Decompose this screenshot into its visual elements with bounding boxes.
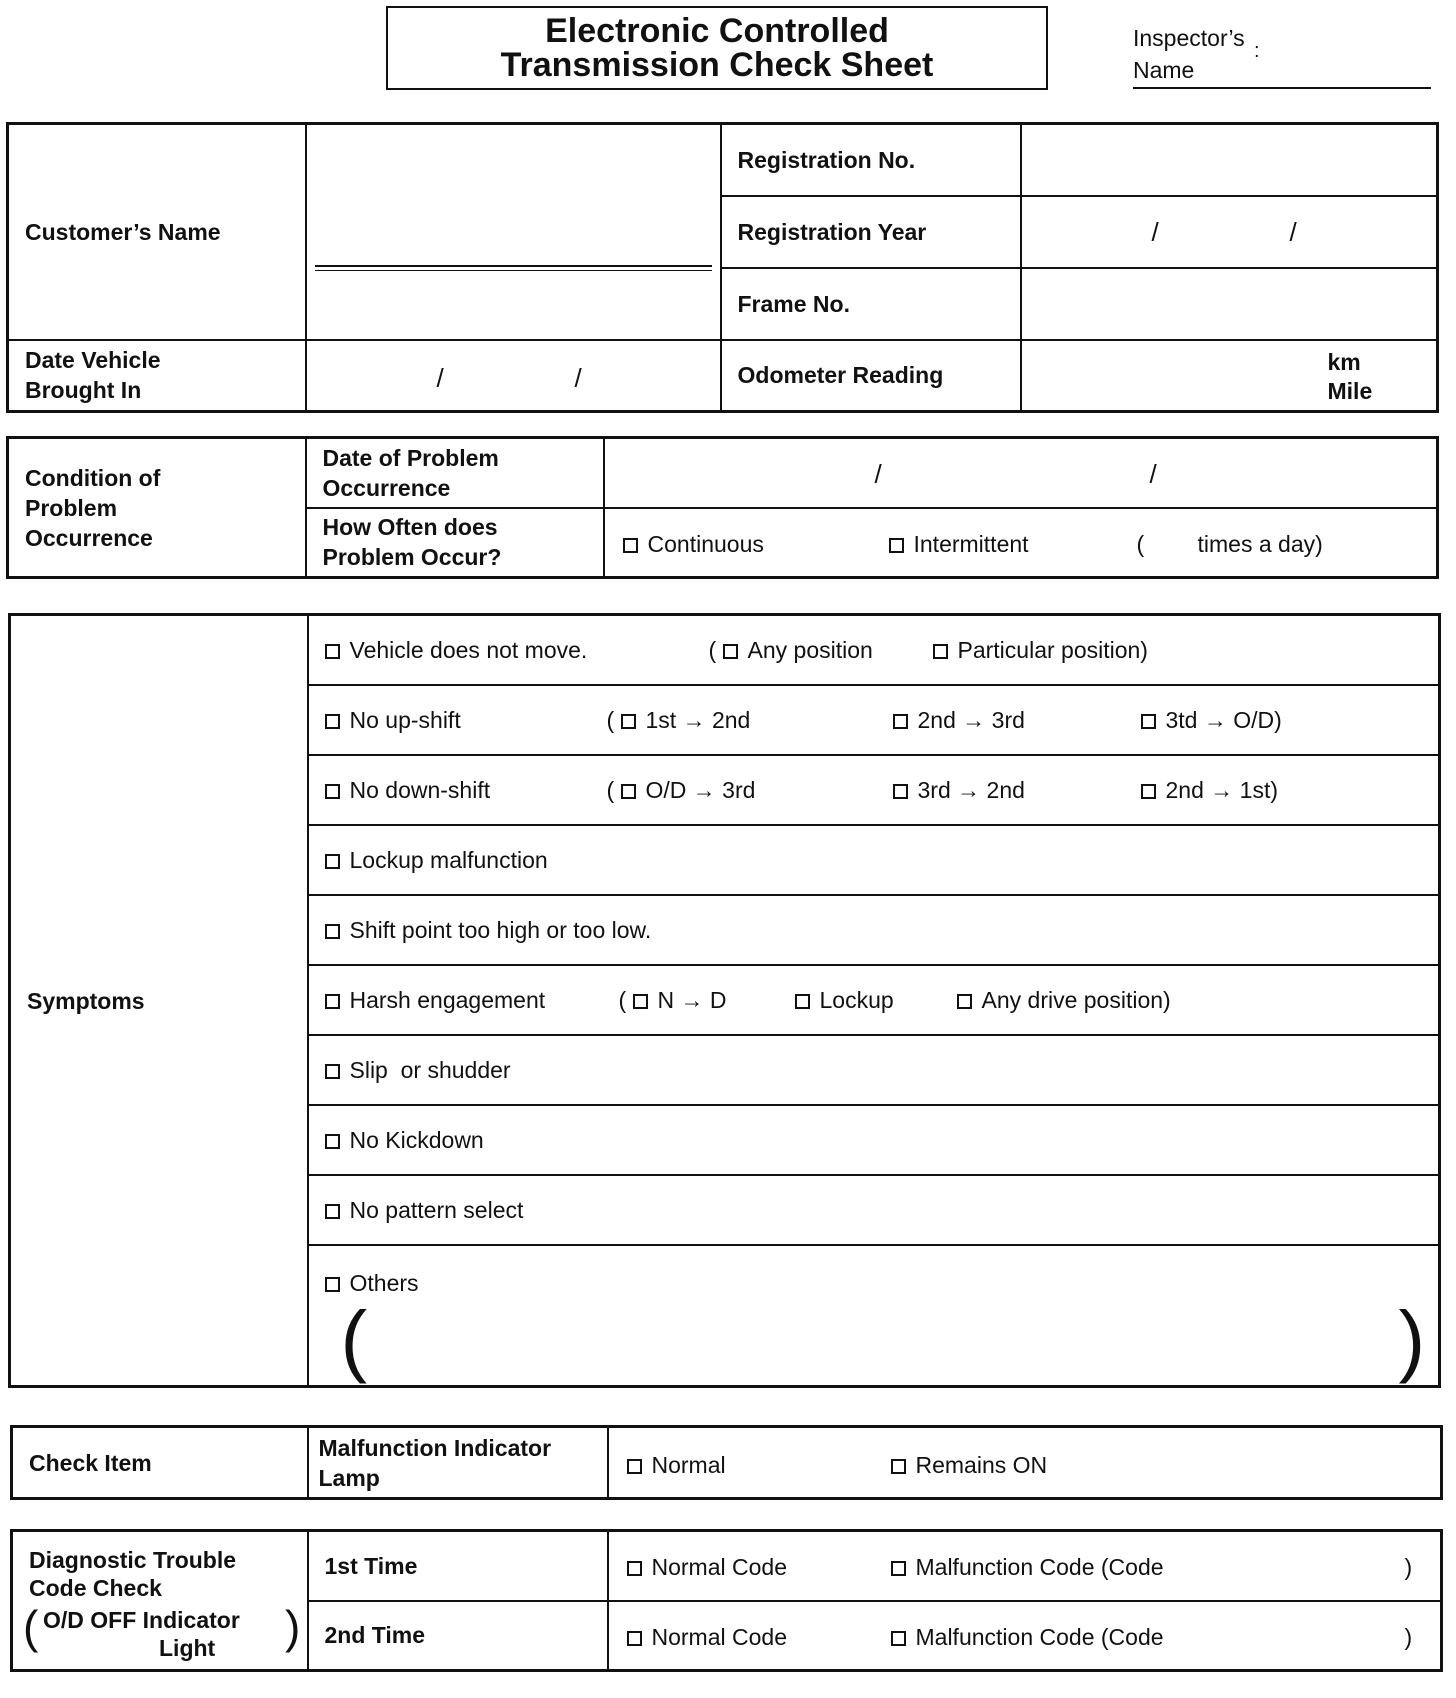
times-a-day-label: times a day): [1197, 530, 1323, 557]
mil-remains-on-checkbox[interactable]: [891, 1450, 1048, 1480]
no-pattern-select-checkbox[interactable]: [325, 1195, 524, 1225]
date-separator: /: [1289, 216, 1297, 247]
mil-options: [608, 1427, 1442, 1499]
check-item-label: Check Item: [12, 1427, 308, 1499]
registration-year-field[interactable]: [1021, 196, 1438, 268]
slip-shudder-checkbox[interactable]: [325, 1055, 511, 1085]
problem-frequency-label-line-1: How Often does: [322, 514, 498, 541]
vehicle-info-table: [6, 122, 1439, 413]
option-label: Any drive position): [981, 986, 1171, 1013]
date-separator: /: [874, 459, 882, 489]
second-code-close-paren: ): [1404, 1623, 1413, 1650]
date-separator: /: [436, 362, 444, 393]
date-separator: /: [1151, 216, 1159, 247]
customer-name-field[interactable]: [306, 124, 721, 340]
option-label: Malfunction Code (Code: [915, 1554, 1164, 1580]
frame-no-label: Frame No.: [721, 268, 1021, 340]
symptom-row-lockup: [308, 825, 1440, 895]
times-open-paren: (: [1136, 530, 1145, 557]
customer-name-label: Customer’s Name: [8, 124, 306, 340]
date-of-problem-label-line-2: Occurrence: [322, 474, 451, 501]
symptom-row-no-upshift: [308, 685, 1440, 755]
dtc-label-line-1: Diagnostic Trouble: [29, 1547, 237, 1573]
option-label: Normal Code: [651, 1554, 787, 1580]
no-upshift-checkbox[interactable]: [325, 705, 461, 735]
registration-no-label: Registration No.: [721, 124, 1021, 196]
frame-no-field[interactable]: [1021, 268, 1438, 340]
unit-mile: Mile: [1327, 377, 1373, 404]
dtc-label-line-4: Light: [159, 1635, 216, 1661]
condition-label-line-2: Problem: [25, 494, 118, 521]
unit-km: km: [1327, 348, 1361, 375]
inspector-label-line-1: Inspector’s: [1133, 25, 1245, 51]
harsh-engagement-checkbox[interactable]: [325, 985, 546, 1015]
symptom-label: Others: [349, 1269, 419, 1296]
shift-point-checkbox[interactable]: [325, 915, 652, 945]
inspector-label-line-2: Name: [1133, 57, 1195, 83]
dtc-label: [12, 1531, 308, 1671]
date-separator: /: [1149, 459, 1157, 489]
no-kickdown-checkbox[interactable]: [325, 1125, 484, 1155]
odometer-field[interactable]: [1021, 340, 1438, 412]
harsh-n-d-checkbox[interactable]: [633, 985, 727, 1015]
first-malfunction-code-checkbox[interactable]: [891, 1552, 1164, 1582]
downshift-2nd-1st-checkbox[interactable]: [1141, 775, 1279, 805]
mil-normal-checkbox[interactable]: [627, 1450, 726, 1480]
option-label: Particular position): [957, 636, 1148, 663]
upshift-1st-2nd-checkbox[interactable]: [621, 705, 751, 735]
any-position-checkbox[interactable]: [723, 635, 873, 665]
condition-label-line-1: Condition of: [25, 464, 161, 491]
problem-frequency-label: [306, 508, 604, 578]
harsh-lockup-checkbox[interactable]: [795, 985, 894, 1015]
problem-frequency-label-line-2: Problem Occur?: [322, 544, 502, 571]
condition-label: [8, 438, 306, 578]
others-open-paren: (: [340, 1294, 368, 1384]
dtc-table: [10, 1529, 1443, 1672]
no-downshift-checkbox[interactable]: [325, 775, 491, 805]
symptom-label: No down-shift: [349, 776, 491, 803]
upshift-3rd-od-checkbox[interactable]: [1141, 705, 1282, 735]
option-label: Any position: [747, 636, 873, 663]
others-close-paren: ): [1398, 1294, 1426, 1384]
open-paren: (: [606, 776, 615, 803]
symptom-row-no-move: [308, 615, 1440, 685]
first-normal-code-checkbox[interactable]: [627, 1552, 788, 1582]
no-move-checkbox[interactable]: [325, 635, 588, 665]
open-paren: (: [618, 986, 627, 1013]
date-brought-in-label-line-2: Brought In: [25, 377, 142, 404]
particular-position-checkbox[interactable]: [933, 635, 1148, 665]
date-of-problem-label: [306, 438, 604, 508]
condition-label-line-3: Occurrence: [25, 524, 153, 551]
symptom-label: Harsh engagement: [349, 986, 546, 1013]
page-title: [386, 6, 1048, 90]
dtc-second-time-options: [608, 1601, 1442, 1671]
registration-no-field[interactable]: [1021, 124, 1438, 196]
intermittent-checkbox[interactable]: [889, 529, 1029, 559]
option-label: N → D: [657, 986, 727, 1013]
others-details-field[interactable]: [369, 1306, 1379, 1376]
others-checkbox[interactable]: [325, 1268, 419, 1298]
dtc-paren-close: ): [285, 1601, 301, 1653]
option-label: Lockup: [819, 986, 894, 1013]
symptom-row-shift-point: [308, 895, 1440, 965]
option-label: Normal Code: [651, 1623, 787, 1650]
dtc-label-line-2: Code Check: [29, 1575, 162, 1601]
lockup-malfunction-checkbox[interactable]: [325, 845, 548, 875]
option-label: 1st → 2nd: [645, 706, 751, 733]
symptom-label: No pattern select: [349, 1196, 524, 1223]
symptom-label: Lockup malfunction: [349, 846, 548, 873]
continuous-label: Continuous: [647, 530, 764, 557]
symptom-row-kickdown: [308, 1105, 1440, 1175]
symptom-label: Vehicle does not move.: [349, 636, 588, 663]
date-brought-in-field[interactable]: [306, 340, 721, 412]
inspector-name-label: [1133, 22, 1245, 86]
symptom-label: Shift point too high or too low.: [349, 916, 652, 943]
downshift-3rd-2nd-checkbox[interactable]: [893, 775, 1025, 805]
check-item-table: [10, 1425, 1443, 1500]
option-label: 2nd → 1st): [1165, 776, 1278, 803]
harsh-any-drive-checkbox[interactable]: [957, 985, 1171, 1015]
mil-label-line-1: Malfunction Indicator: [318, 1434, 552, 1461]
intermittent-label: Intermittent: [913, 530, 1029, 557]
second-malfunction-code-checkbox[interactable]: [891, 1622, 1164, 1652]
option-label: 2nd → 3rd: [917, 706, 1025, 733]
dtc-first-time-label: 1st Time: [308, 1531, 608, 1601]
odometer-label: Odometer Reading: [721, 340, 1021, 412]
mil-label-line-2: Lamp: [318, 1464, 380, 1491]
open-paren: (: [606, 706, 615, 733]
date-of-problem-field[interactable]: [604, 438, 1438, 508]
condition-table: [6, 436, 1439, 579]
second-normal-code-checkbox[interactable]: [627, 1622, 788, 1652]
option-label: Normal: [651, 1452, 726, 1478]
option-label: 3rd → 2nd: [917, 776, 1025, 803]
date-separator: /: [574, 362, 582, 393]
symptoms-table: [8, 613, 1441, 1388]
downshift-od-3rd-checkbox[interactable]: [621, 775, 756, 805]
symptom-row-no-downshift: [308, 755, 1440, 825]
dtc-second-time-label: 2nd Time: [308, 1601, 608, 1671]
registration-year-label: Registration Year: [721, 196, 1021, 268]
mil-label: [308, 1427, 608, 1499]
continuous-checkbox[interactable]: [623, 529, 764, 559]
symptom-row-pattern-select: [308, 1175, 1440, 1245]
symptom-row-slip: [308, 1035, 1440, 1105]
symptom-row-others: [308, 1245, 1440, 1387]
title-line-1: Electronic Controlled: [545, 12, 889, 50]
upshift-2nd-3rd-checkbox[interactable]: [893, 705, 1025, 735]
option-label: Remains ON: [915, 1452, 1048, 1478]
problem-frequency-options: [604, 508, 1438, 578]
date-brought-in-label: [8, 340, 306, 412]
symptom-label: No up-shift: [349, 706, 461, 733]
date-brought-in-label-line-1: Date Vehicle: [25, 347, 161, 374]
option-label: O/D → 3rd: [645, 776, 756, 803]
dtc-paren-open: (: [23, 1601, 39, 1653]
dtc-od-off-label: [43, 1606, 240, 1662]
symptom-row-harsh-engagement: [308, 965, 1440, 1035]
title-line-2: Transmission Check Sheet: [500, 46, 934, 84]
first-code-close-paren: ): [1404, 1554, 1413, 1580]
inspector-name-field[interactable]: [1133, 87, 1431, 89]
dtc-first-time-options: [608, 1531, 1442, 1601]
open-paren: (: [708, 636, 717, 663]
symptom-label: Slip or shudder: [349, 1056, 511, 1083]
symptoms-label: Symptoms: [10, 615, 308, 1387]
inspector-colon: :: [1254, 40, 1260, 62]
date-of-problem-label-line-1: Date of Problem: [322, 444, 499, 471]
symptom-label: No Kickdown: [349, 1126, 484, 1153]
option-label: Malfunction Code (Code: [915, 1623, 1164, 1650]
dtc-label-line-3: O/D OFF Indicator: [43, 1607, 240, 1633]
option-label: 3td → O/D): [1165, 706, 1282, 733]
